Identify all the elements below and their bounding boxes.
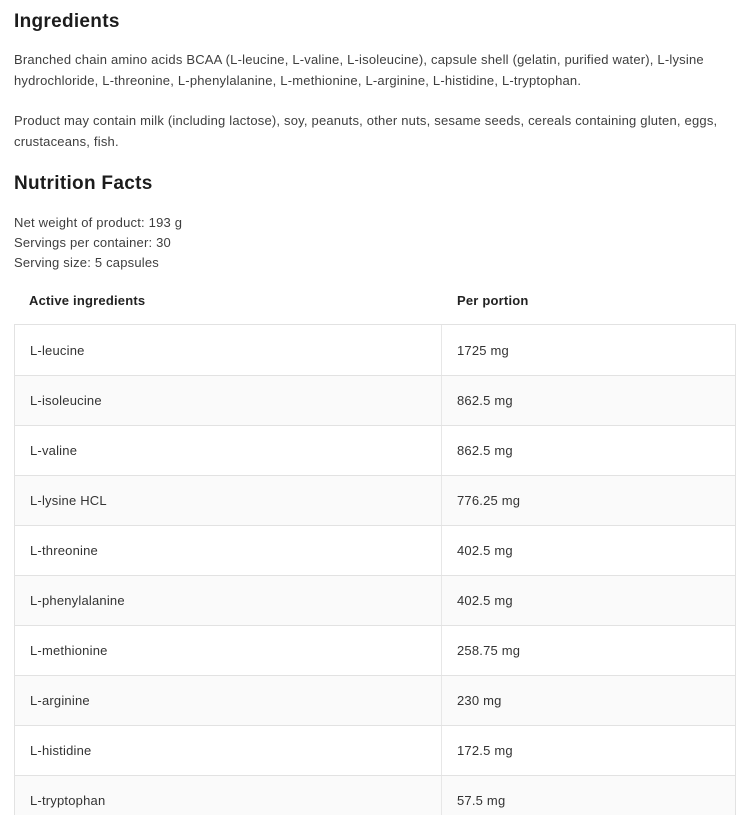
- servings-per-container-line: Servings per container: 30: [14, 235, 171, 250]
- ingredient-name-cell: L-leucine: [15, 325, 442, 375]
- table-row: [15, 375, 735, 425]
- table-row: [15, 475, 735, 525]
- allergen-notice-paragraph: Product may contain milk (including lactose), soy, peanuts, other nuts, sesame seeds, cereals containing gluten, eggs, crustaceans, fish.: [14, 113, 718, 149]
- ingredient-name-cell: L-phenylalanine: [15, 576, 442, 625]
- ingredient-amount-cell: 258.75 mg: [457, 643, 521, 658]
- ingredient-amount-cell: 172.5 mg: [457, 743, 513, 758]
- ingredient-name-cell: L-lysine HCL: [15, 476, 442, 525]
- ingredient-name-cell: L-arginine: [15, 676, 442, 725]
- net-weight-line: Net weight of product: 193 g: [14, 215, 183, 230]
- ingredient-name-cell: L-threonine: [15, 526, 442, 575]
- ingredient-amount-cell: 862.5 mg: [457, 393, 513, 408]
- nutrition-table: [14, 293, 737, 815]
- ingredient-amount-cell: 57.5 mg: [457, 793, 506, 808]
- table-row: [15, 575, 735, 625]
- table-row: [15, 775, 735, 815]
- ingredient-amount-cell: 776.25 mg: [457, 493, 521, 508]
- ingredients-section-title: Ingredients: [14, 11, 120, 32]
- ingredient-name-cell: L-isoleucine: [15, 376, 442, 425]
- nutrition-facts-section-title: Nutrition Facts: [14, 173, 153, 194]
- ingredient-amount-cell: 402.5 mg: [457, 593, 513, 608]
- ingredient-name-cell: L-histidine: [15, 726, 442, 775]
- ingredient-amount-cell: 402.5 mg: [457, 543, 513, 558]
- ingredient-amount-cell: 230 mg: [457, 693, 502, 708]
- ingredient-name-cell: L-valine: [15, 426, 442, 475]
- table-row: [15, 725, 735, 775]
- header-per-portion: Per portion: [457, 293, 529, 308]
- table-row: [15, 425, 735, 475]
- ingredient-amount-cell: 1725 mg: [457, 342, 509, 358]
- nutrition-table-body: [14, 324, 736, 815]
- header-active-ingredients: Active ingredients: [29, 293, 146, 308]
- table-row: [15, 625, 735, 675]
- table-row: [15, 675, 735, 725]
- ingredient-amount-cell: 862.5 mg: [457, 443, 513, 458]
- ingredient-name-cell: L-tryptophan: [15, 776, 442, 815]
- nutrition-table-header-row: [14, 293, 736, 324]
- ingredients-composition-paragraph: Branched chain amino acids BCAA (L-leucine, L-valine, L-isoleucine), capsule shell (gelatin, purified water), L-lysine hydrochloride, L-threonine, L-phenylalanine, L-methionine, L-arginine, L-histidine, L-tryptophan.: [14, 52, 704, 88]
- ingredient-name-cell: L-methionine: [15, 626, 442, 675]
- table-row: [15, 525, 735, 575]
- serving-size-line: Serving size: 5 capsules: [14, 255, 159, 270]
- table-row: [15, 325, 735, 375]
